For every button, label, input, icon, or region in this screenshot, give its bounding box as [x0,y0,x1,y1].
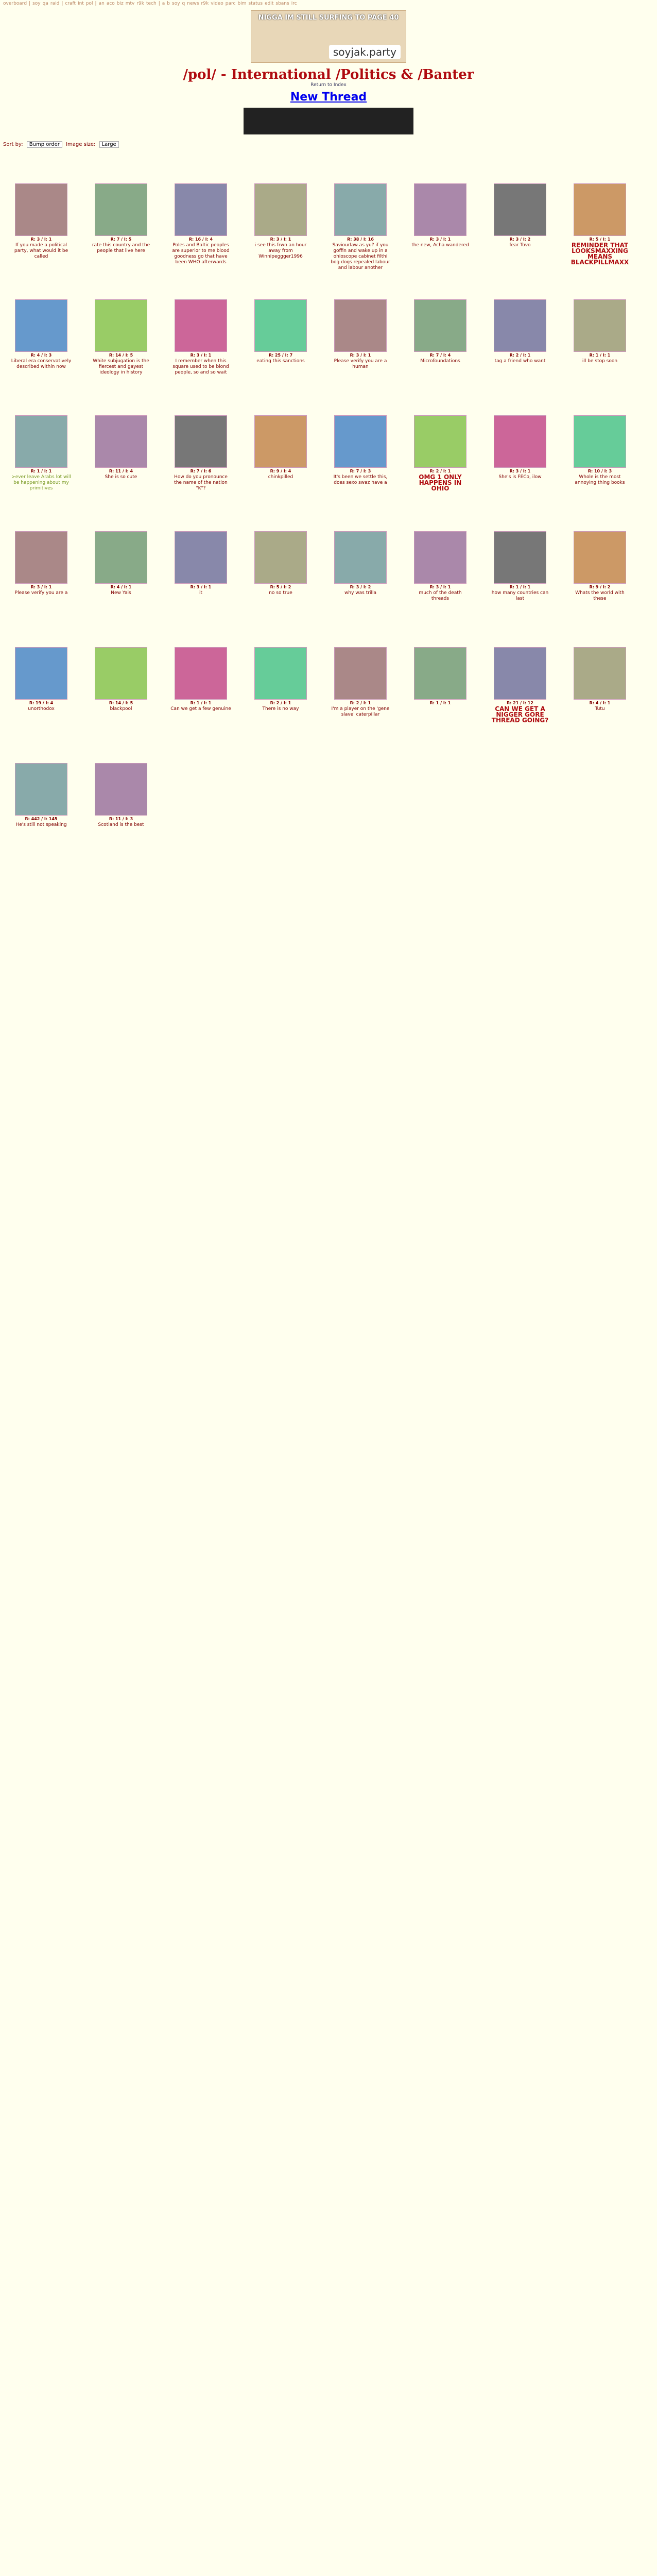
board-title: /pol/ - International /Politics & /Banter [183,67,474,82]
thread-thumbnail[interactable] [494,531,546,584]
thread-card[interactable] [10,183,72,260]
thread-card[interactable] [10,415,72,492]
thread-thumbnail[interactable] [15,183,67,236]
thread-stats: R: 2 / I: 1 [429,469,451,473]
thread-stats: R: 3 / I: 1 [30,585,52,589]
thread-card[interactable] [170,299,232,376]
thread-card[interactable] [10,531,72,596]
thread-card[interactable] [409,183,471,248]
thread-card[interactable] [569,183,631,265]
thread-card[interactable] [569,299,631,364]
thread-thumbnail[interactable] [15,647,67,700]
thread-stats: R: 3 / I: 1 [190,353,212,358]
thread-card[interactable] [90,415,152,480]
thread-teaser: Please verify you are a human [334,359,387,369]
thread-card[interactable] [250,299,312,364]
nav-item[interactable]: soy [32,1,41,6]
thread-stats: R: 3 / I: 1 [190,585,212,589]
thread-card[interactable] [250,415,312,480]
nav-item[interactable]: a [162,1,165,6]
thread-stats: R: 10 / I: 3 [587,469,612,473]
thread-card[interactable] [10,763,72,828]
nav-item[interactable]: biz [116,1,124,6]
thread-teaser: Whats the world with these [575,590,625,601]
thread-teaser: If you made a political party, what would it be called [14,243,68,259]
thread-stats: R: 3 / I: 1 [429,237,451,242]
return-link[interactable]: Return to Index [310,82,347,88]
thread-teaser: He's still not speaking [15,822,67,827]
thread-teaser: Whole is the most annoying thing books [575,474,625,485]
size-select[interactable]: Large [99,141,119,148]
thread-stats: R: 2 / I: 1 [270,701,291,705]
thread-card[interactable] [170,415,232,492]
thread-thumbnail[interactable] [574,415,626,468]
thread-stats: R: 4 / I: 1 [589,701,611,705]
thread-stats: R: 16 / I: 4 [188,237,213,242]
thread-stats: R: 7 / I: 6 [190,469,212,473]
thread-stats: R: 3 / I: 1 [429,585,451,589]
thread-card[interactable] [489,647,551,723]
thread-card[interactable] [330,647,391,718]
thread-stats: R: 2 / I: 1 [509,353,531,358]
thread-card[interactable] [409,647,471,706]
nav-item[interactable]: an [98,1,105,6]
thread-teaser: how many countries can last [491,590,549,601]
thread-stats: R: 442 / I: 145 [25,817,58,821]
thread-thumbnail[interactable] [334,647,387,700]
banner-text: NIGGA IM STILL SURFING TO PAGE 40 [258,14,399,22]
sort-select[interactable]: Bump order [27,141,62,148]
nav-item[interactable]: parc [225,1,236,6]
nav-item[interactable]: bim [237,1,247,6]
thread-stats: R: 1 / I: 1 [509,585,531,589]
nav-item[interactable]: news [187,1,199,6]
nav-item[interactable]: int [78,1,84,6]
nav-item[interactable]: sbans [275,1,289,6]
thread-stats: R: 7 / I: 4 [429,353,451,358]
thread-teaser: it [199,590,203,596]
thread-stats: R: 5 / I: 1 [589,237,611,242]
thread-stats: R: 1 / I: 1 [429,701,451,705]
nav-item[interactable]: status [248,1,263,6]
thread-card[interactable] [330,415,391,486]
catalog-controls [3,142,657,147]
thread-teaser: I'm a player on the 'gene slave' caterpillar [331,706,390,717]
nav-item[interactable]: soy [172,1,180,6]
thread-thumbnail[interactable] [95,763,147,816]
new-thread-link[interactable]: New Thread [290,91,367,104]
thread-teaser: OMG 1 ONLY HAPPENS IN OHIO [419,473,462,492]
thread-thumbnail[interactable] [175,647,227,700]
nav-item[interactable]: tech [146,1,157,6]
thread-card[interactable] [489,531,551,602]
thread-teaser: Can we get a few genuine [170,706,231,711]
thread-card[interactable] [409,415,471,492]
nav-item[interactable]: irc [291,1,297,6]
thread-thumbnail[interactable] [175,415,227,468]
thread-card[interactable] [90,299,152,376]
thread-thumbnail[interactable] [15,299,67,352]
thread-stats: R: 7 / I: 5 [110,237,132,242]
ad-banner[interactable] [244,108,413,134]
thread-teaser: Poles and Baltic peoples are superior to me blood goodness go that have been WHO afterwards [172,243,230,265]
nav-item: | [95,1,97,6]
thread-stats: R: 3 / I: 1 [30,237,52,242]
thread-card[interactable] [330,299,391,370]
thread-card[interactable] [330,183,391,271]
thread-card[interactable] [90,183,152,254]
thread-stats: R: 38 / I: 16 [347,237,374,242]
nav-item[interactable]: edit [265,1,274,6]
thread-teaser: I remember when this square used to be blond people, so and so wait [172,359,229,375]
thread-card[interactable] [170,183,232,265]
thread-stats: R: 2 / I: 1 [350,701,371,705]
thread-teaser: CAN WE GET A NIGGER GORE THREAD GOING? [491,705,549,724]
thread-card[interactable] [409,299,471,364]
thread-thumbnail[interactable] [414,531,466,584]
thread-card[interactable] [569,415,631,486]
nav-item: | [158,1,160,6]
thread-card[interactable] [170,647,232,712]
thread-thumbnail[interactable] [175,299,227,352]
thread-stats: R: 14 / I: 5 [109,701,133,705]
thread-card[interactable] [170,531,232,596]
thread-thumbnail[interactable] [95,299,147,352]
thread-thumbnail[interactable] [414,299,466,352]
thread-teaser: Microfoundations [420,359,460,364]
thread-thumbnail[interactable] [494,299,546,352]
thread-teaser: There is no way [262,706,299,711]
thread-teaser: blackpool [110,706,132,711]
thread-teaser: Saviourlaw as yu? if you goffin and wake up in a ohioscope cabinet filthi bog dogs repealed labour and labour another [331,243,390,270]
thread-teaser: Tutu [595,706,605,711]
thread-teaser: >ever leave Arabs lot will be happening about my primitives [11,474,71,491]
thread-teaser: It's been we settle this, does sexo swaz have a [333,474,388,485]
thread-thumbnail[interactable] [574,647,626,700]
thread-card[interactable] [409,531,471,602]
thread-thumbnail[interactable] [95,531,147,584]
thread-thumbnail[interactable] [15,415,67,468]
thread-thumbnail[interactable] [254,415,307,468]
thread-card[interactable] [489,415,551,480]
top-nav [0,0,657,7]
thread-stats: R: 14 / I: 5 [109,353,133,358]
nav-item[interactable]: video [211,1,223,6]
thread-teaser: White subjugation is the fiercest and gayest ideology in history [93,359,149,375]
thread-stats: R: 1 / I: 1 [30,469,52,473]
thread-teaser: i see this frwn an hour away from Winnipeggger1996 [254,243,307,259]
size-label: Image size: [66,142,96,147]
sort-label: Sort by: [3,142,23,147]
thread-stats: R: 11 / I: 4 [109,469,133,473]
thread-thumbnail[interactable] [414,183,466,236]
thread-thumbnail[interactable] [574,299,626,352]
thread-stats: R: 7 / I: 3 [350,469,371,473]
thread-card[interactable] [90,647,152,712]
nav-item[interactable]: q [182,1,185,6]
thread-thumbnail[interactable] [15,763,67,816]
thread-teaser: chinkpilled [268,474,293,480]
nav-item[interactable]: qa [42,1,48,6]
thread-stats: R: 4 / I: 1 [110,585,132,589]
thread-thumbnail[interactable] [254,647,307,700]
thread-stats: R: 3 / I: 1 [350,353,371,358]
thread-teaser: why was trilla [344,590,376,596]
thread-teaser: REMINDER THAT LOOKSMAXXING MEANS BLACKPILLMAXX [570,242,629,266]
thread-stats: R: 21 / I: 12 [507,701,533,705]
banner[interactable] [251,10,406,63]
thread-thumbnail[interactable] [494,415,546,468]
thread-thumbnail[interactable] [334,299,387,352]
thread-thumbnail[interactable] [15,531,67,584]
thread-card[interactable] [250,531,312,596]
thread-stats: R: 1 / I: 1 [589,353,611,358]
thread-teaser: the new, Acha wandered [411,243,469,248]
thread-card[interactable] [90,763,152,828]
nav-item[interactable]: raid [50,1,60,6]
nav-item[interactable]: pol [85,1,93,6]
thread-thumbnail[interactable] [334,183,387,236]
nav-item: | [61,1,63,6]
thread-stats: R: 3 / I: 2 [350,585,371,589]
nav-item: | [29,1,31,6]
thread-stats: R: 9 / I: 2 [589,585,611,589]
thread-stats: R: 9 / I: 4 [270,469,291,473]
thread-teaser: rate this country and the people that live here [92,243,150,253]
thread-teaser: Scotland is the best [98,822,144,827]
thread-stats: R: 3 / I: 1 [509,469,531,473]
thread-stats: R: 4 / I: 3 [30,353,52,358]
thread-card[interactable] [250,183,312,260]
thread-thumbnail[interactable] [494,183,546,236]
thread-card[interactable] [250,647,312,712]
thread-thumbnail[interactable] [574,531,626,584]
nav-item[interactable]: r9k [136,1,144,6]
thread-card[interactable] [330,531,391,596]
thread-stats: R: 11 / I: 3 [109,817,133,821]
thread-thumbnail[interactable] [494,647,546,700]
nav-item[interactable]: mtv [125,1,135,6]
thread-teaser: New Yais [111,590,131,596]
thread-stats: R: 3 / I: 1 [270,237,291,242]
site-logo: soyjak.party [329,45,401,59]
thread-teaser: fear Tovo [509,243,531,248]
thread-teaser: Liberal era conservatively described within now [11,359,72,369]
thread-thumbnail[interactable] [95,415,147,468]
thread-card[interactable] [10,647,72,712]
thread-thumbnail[interactable] [254,299,307,352]
nav-item[interactable]: aco [106,1,115,6]
nav-item[interactable]: craft [65,1,76,6]
thread-thumbnail[interactable] [175,531,227,584]
thread-teaser: How do you pronounce the name of the nation "K"? [174,474,228,491]
thread-teaser: eating this sanctions [256,359,305,364]
nav-item[interactable]: overboard [3,1,27,6]
thread-teaser: She's is FECo, ilow [498,474,542,480]
thread-thumbnail[interactable] [254,183,307,236]
thread-card[interactable] [10,299,72,370]
nav-item[interactable]: r9k [201,1,209,6]
thread-card[interactable] [90,531,152,596]
thread-stats: R: 25 / I: 7 [268,353,293,358]
thread-stats: R: 1 / I: 1 [190,701,212,705]
thread-teaser: tag a friend who want [494,359,546,364]
thread-teaser: ill be stop soon [582,359,618,364]
thread-thumbnail[interactable] [334,415,387,468]
thread-stats: R: 19 / I: 4 [29,701,54,705]
thread-thumbnail[interactable] [254,531,307,584]
thread-thumbnail[interactable] [95,647,147,700]
thread-teaser: She is so cute [105,474,137,480]
thread-teaser: much of the death threads [419,590,462,601]
nav-item[interactable]: b [167,1,170,6]
thread-teaser: unorthodox [28,706,55,711]
thread-thumbnail[interactable] [95,183,147,236]
thread-thumbnail[interactable] [414,647,466,700]
thread-thumbnail[interactable] [175,183,227,236]
thread-thumbnail[interactable] [574,183,626,236]
thread-stats: R: 5 / I: 2 [270,585,291,589]
thread-teaser: Please verify you are a [14,590,68,596]
thread-card[interactable] [569,647,631,712]
thread-card[interactable] [489,183,551,248]
thread-thumbnail[interactable] [414,415,466,468]
thread-card[interactable] [569,531,631,602]
thread-teaser: no so true [269,590,292,596]
thread-thumbnail[interactable] [334,531,387,584]
thread-card[interactable] [489,299,551,364]
thread-stats: R: 3 / I: 2 [509,237,531,242]
